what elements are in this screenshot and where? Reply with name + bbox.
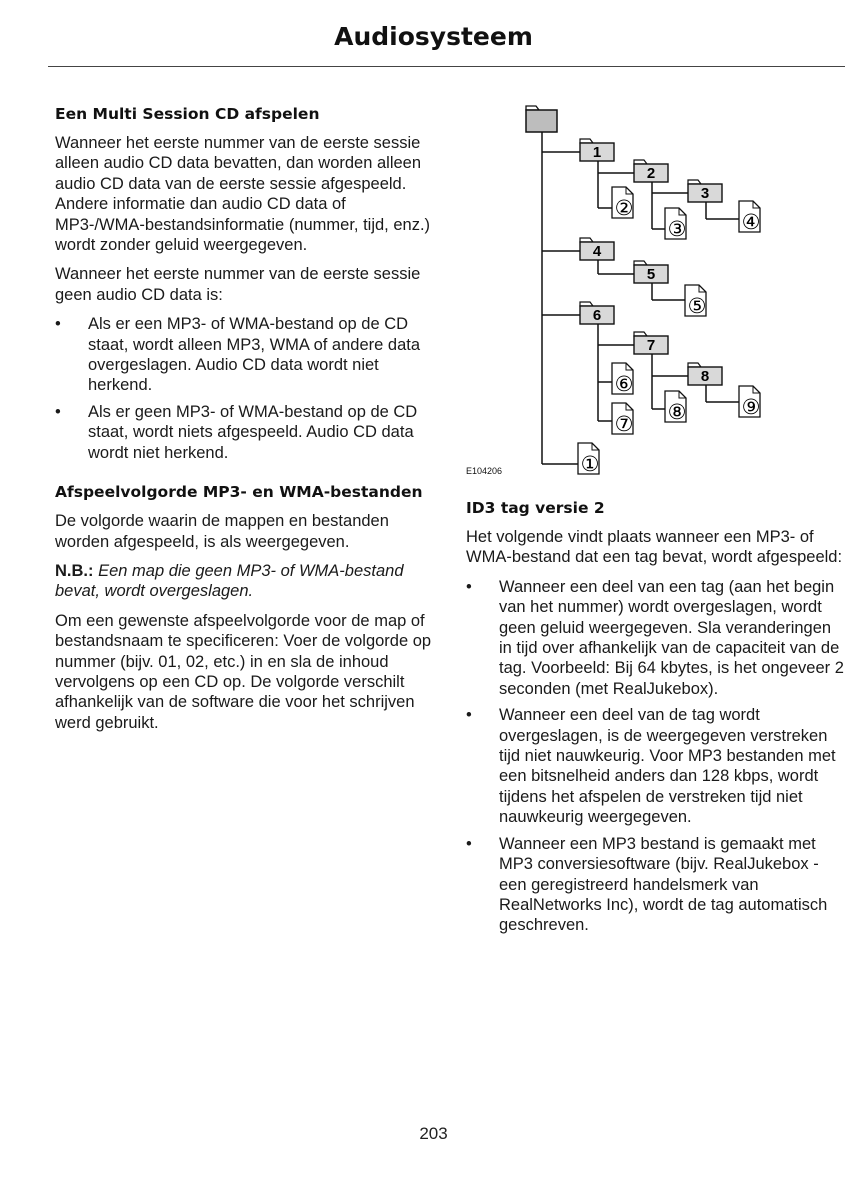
folder-icon-2 bbox=[634, 160, 668, 182]
file-label-8: ⑧ bbox=[667, 400, 687, 424]
file-icon-3 bbox=[665, 208, 686, 241]
list-item bbox=[466, 834, 844, 936]
file-icon-9 bbox=[739, 386, 760, 419]
list-item bbox=[466, 705, 844, 827]
bullet-icon: • bbox=[466, 577, 472, 596]
paragraph: Het volgende vindt plaats wanneer een MP3- of WMA-bestand dat een tag bevat, wordt afgespeeld: bbox=[466, 528, 843, 567]
folder-label-5: 5 bbox=[646, 266, 656, 283]
bullet-icon: • bbox=[55, 402, 61, 421]
list-item-text: Als er geen MP3- of WMA-bestand op de CD staat, wordt niets afgespeeld. Audio CD data wordt niet herkend. bbox=[88, 402, 418, 462]
folder-label-7: 7 bbox=[646, 337, 656, 354]
folder-icon-4 bbox=[580, 238, 614, 260]
bullet-icon: • bbox=[466, 706, 472, 725]
folder-icon-1 bbox=[580, 139, 614, 161]
left-column bbox=[55, 104, 433, 742]
bullet-icon: • bbox=[55, 315, 61, 334]
folder-icon-3 bbox=[688, 180, 722, 202]
folder-tree-figure bbox=[466, 100, 844, 485]
folder-icon-8 bbox=[688, 363, 722, 385]
folder-label-4: 4 bbox=[592, 243, 602, 260]
paragraph: De volgorde waarin de mappen en bestanden worden afgespeeld, is als weergegeven. bbox=[55, 512, 389, 551]
page-number: 203 bbox=[419, 1124, 448, 1143]
bullet-list bbox=[466, 577, 844, 936]
file-label-6: ⑥ bbox=[614, 372, 634, 396]
file-icon-1 bbox=[578, 443, 599, 476]
root-folder-icon bbox=[526, 106, 557, 132]
page-header-title: Audiosysteem bbox=[334, 22, 533, 51]
list-item bbox=[55, 402, 433, 463]
folder-label-8: 8 bbox=[700, 368, 710, 385]
bullet-icon: • bbox=[466, 834, 472, 853]
folder-label-2: 2 bbox=[646, 165, 656, 182]
paragraph: Wanneer het eerste nummer van de eerste sessie geen audio CD data is: bbox=[55, 265, 421, 304]
folder-label-1: 1 bbox=[592, 144, 602, 161]
folder-label-6: 6 bbox=[592, 307, 602, 324]
file-icon-4 bbox=[739, 201, 760, 234]
note-text: Een map die geen MP3- of WMA-bestand bevat, wordt overgeslagen. bbox=[55, 561, 404, 601]
bullet-list bbox=[55, 314, 433, 463]
section-heading-multi-session: Een Multi Session CD afspelen bbox=[55, 105, 320, 123]
figure-id: E104206 bbox=[466, 466, 503, 476]
paragraph: Om een gewenste afspeelvolgorde voor de map of bestandsnaam te specificeren: Voer de volgorde op nummer (bijv. 01, 02, etc.) in en sla de inhoud vervolgens op een CD op. De volgorde verschilt afhankelijk van de software die voor het schrijven werd gebruikt. bbox=[55, 611, 432, 732]
list-item-text: Wanneer een deel van de tag wordt overgeslagen, is de weergegeven verstreken tijd niet nauwkeurig. Voor MP3 bestanden met een bitsnelheid anders dan 128 kbps, wordt tijdens het afspelen de verstreken tijd niet nauwkeurig weergegeven. bbox=[499, 706, 836, 827]
file-icon-6 bbox=[612, 363, 633, 396]
paragraph: Wanneer het eerste nummer van de eerste sessie alleen audio CD data bevatten, dan worden alleen audio CD data van de eerste sessie afgespeeld. Andere informatie dan audio CD data of MP3-/WMA-bestandsinformatie (nummer, tijd, enz.) wordt zonder geluid weergegeven. bbox=[55, 134, 431, 255]
file-label-7: ⑦ bbox=[614, 412, 634, 436]
section-heading-playback-order: Afspeelvolgorde MP3- en WMA-bestanden bbox=[55, 483, 423, 502]
note bbox=[55, 561, 433, 602]
section-heading-id3-tag: ID3 tag versie 2 bbox=[466, 499, 605, 517]
file-icon-8 bbox=[665, 391, 686, 424]
right-column bbox=[466, 498, 844, 945]
file-icon-7 bbox=[612, 403, 633, 436]
file-label-2: ② bbox=[614, 196, 634, 220]
folder-icon-6 bbox=[580, 302, 614, 324]
list-item bbox=[466, 577, 844, 699]
file-label-5: ⑤ bbox=[687, 294, 707, 318]
file-label-3: ③ bbox=[667, 217, 687, 241]
folder-icon-7 bbox=[634, 332, 668, 354]
list-item-text: Als er een MP3- of WMA-bestand op de CD staat, wordt alleen MP3, WMA of andere data overgeslagen. Audio CD data wordt niet herkend. bbox=[88, 315, 421, 395]
list-item-text: Wanneer een deel van een tag (aan het begin van het nummer) wordt overgeslagen, wordt geen geluid weergegeven. Sla veranderingen in tijd over afhankelijk van de capaciteit van de tag. Voorbeeld: Bij 64 kbytes, is het ongeveer 2 seconden (met RealJukebox). bbox=[499, 577, 844, 698]
file-icon-5 bbox=[685, 285, 706, 318]
list-item bbox=[55, 314, 433, 396]
folder-label-3: 3 bbox=[700, 185, 710, 202]
folder-icon-5 bbox=[634, 261, 668, 283]
list-item-text: Wanneer een MP3 bestand is gemaakt met MP3 conversiesoftware (bijv. RealJukebox - een geregistreerd handelsmerk van RealNetworks Inc), wordt de tag automatisch geschreven. bbox=[499, 834, 828, 935]
note-label: N.B.: bbox=[55, 561, 94, 580]
file-icon-2 bbox=[612, 187, 633, 220]
file-label-4: ④ bbox=[741, 210, 761, 234]
file-label-9: ⑨ bbox=[741, 395, 761, 419]
header-divider bbox=[48, 66, 845, 67]
file-label-1: ① bbox=[580, 452, 600, 476]
